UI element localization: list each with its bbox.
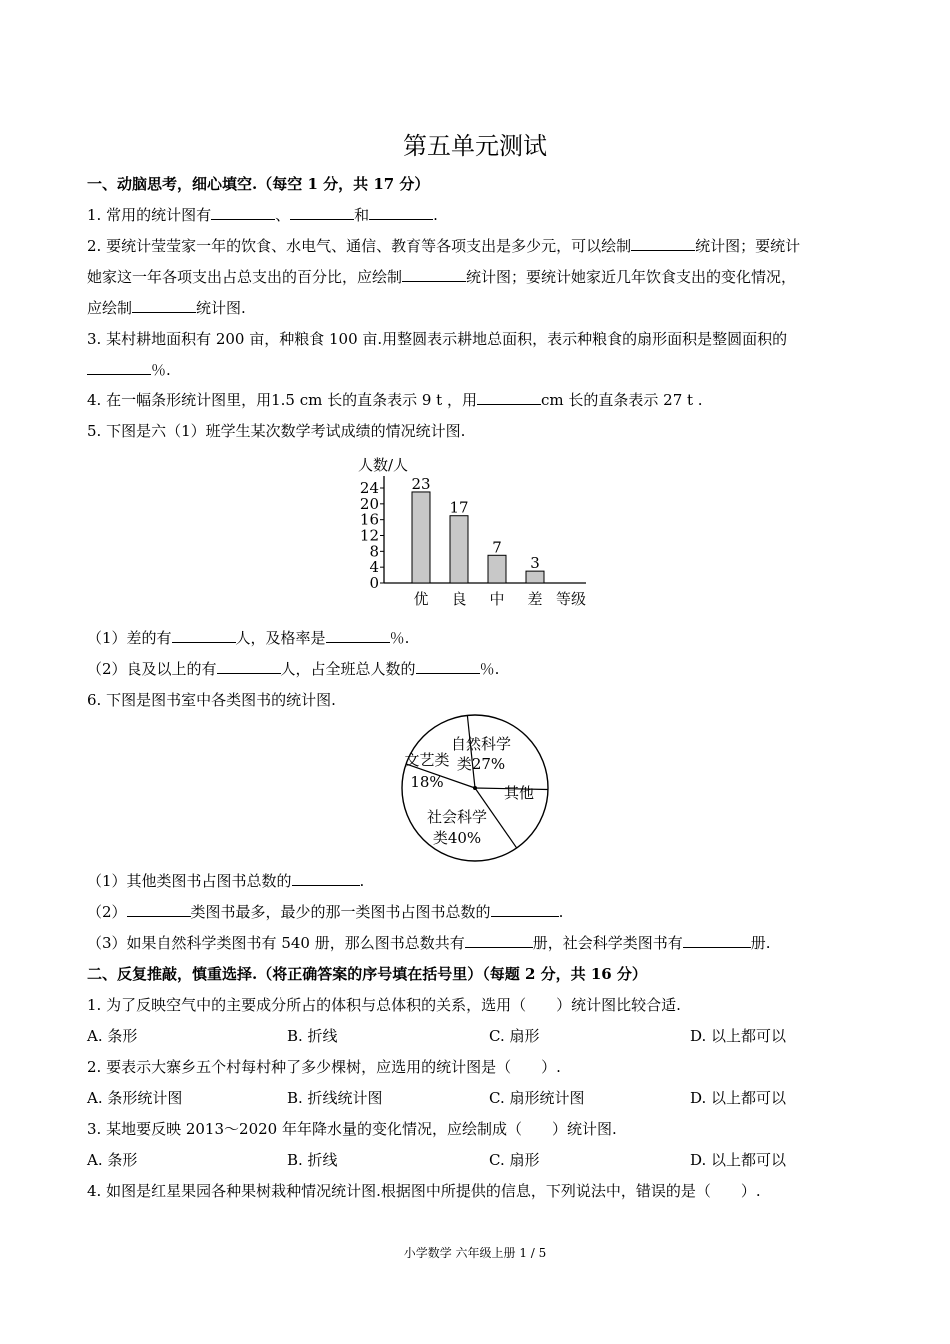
option-d[interactable]: D. 以上都可以 — [690, 1089, 787, 1107]
category-label: 差 — [527, 590, 543, 608]
category-label: 中 — [489, 590, 505, 608]
slice-label: 文艺类 — [404, 751, 450, 769]
bar — [488, 555, 506, 583]
blank[interactable] — [402, 267, 466, 282]
option-a[interactable]: A. 条形统计图 — [87, 1089, 183, 1107]
question-3-line2: ％. — [87, 359, 171, 380]
blank[interactable] — [491, 902, 559, 917]
option-b[interactable]: B. 折线 — [287, 1027, 338, 1045]
blank[interactable] — [127, 902, 191, 917]
pie-chart — [395, 708, 555, 868]
bar — [450, 516, 468, 583]
blank[interactable] — [290, 205, 354, 220]
data-label: 17 — [449, 498, 469, 517]
option-b[interactable]: B. 折线 — [287, 1151, 338, 1169]
question-6-1: （1）其他类图书占图书总数的 . — [87, 872, 365, 890]
y-tick-label: 20 — [359, 494, 379, 513]
question-5-2: （2）良及以上的有 人，占全班总人数的 ％. — [87, 660, 500, 678]
blank[interactable] — [292, 871, 360, 886]
question-6-3: （3）如果自然科学类图书有 540 册，那么图书总数共有 册，社会科学类图书有 册. — [87, 934, 771, 952]
mc-question-4: 4. 如图是红星果园各种果树栽种情况统计图.根据图中所提供的信息，下列说法中，错误的是（ ）. — [87, 1182, 761, 1200]
y-tick-label: 4 — [369, 558, 379, 577]
y-tick-label: 8 — [369, 542, 379, 561]
question-2-line3: 应绘制 统计图. — [87, 299, 246, 317]
blank[interactable] — [132, 298, 196, 313]
blank[interactable] — [416, 659, 480, 674]
y-tick-label: 16 — [359, 510, 379, 529]
blank[interactable] — [172, 628, 236, 643]
data-label: 3 — [530, 554, 540, 573]
blank[interactable] — [631, 236, 695, 251]
option-c[interactable]: C. 扇形 — [489, 1027, 540, 1045]
question-2-line1: 2. 要统计莹莹家一年的饮食、水电气、通信、教育等各项支出是多少元，可以绘制 统计图；要统计 — [87, 237, 801, 255]
section1-heading: 一、动脑思考，细心填空.（每空 1 分，共 17 分） — [87, 175, 430, 193]
page-footer: 小学数学 六年级上册 1 / 5 — [403, 1246, 547, 1260]
blank[interactable] — [465, 933, 533, 948]
option-c[interactable]: C. 扇形统计图 — [489, 1089, 585, 1107]
option-b[interactable]: B. 折线统计图 — [287, 1089, 383, 1107]
question-4: 4. 在一幅条形统计图里，用1.5 cm 长的直条表示 9 t ，用 cm 长的直条表示 27 t . — [87, 391, 703, 409]
slice-label: 自然科学 — [450, 735, 512, 753]
page-title: 第五单元测试 — [403, 132, 547, 160]
y-axis-label: 人数/人 — [358, 456, 409, 474]
option-a[interactable]: A. 条形 — [87, 1151, 138, 1169]
blank[interactable] — [369, 205, 433, 220]
question-1: 1. 常用的统计图有 、 和 . — [87, 206, 438, 224]
bar-chart — [350, 452, 600, 612]
slice-label: 其他 — [503, 784, 535, 802]
question-3-line1: 3. 某村耕地面积有 200 亩，种粮食 100 亩.用整圆表示耕地总面积，表示种粮食的扇形面积是整圆面积的 — [87, 330, 788, 348]
pie-center — [473, 786, 477, 790]
category-label: 优 — [413, 590, 429, 608]
slice-label: 社会科学 — [426, 808, 488, 826]
slice-value-label: 类27% — [456, 755, 506, 773]
blank[interactable] — [211, 205, 275, 220]
option-a[interactable]: A. 条形 — [87, 1027, 138, 1045]
bar — [526, 571, 544, 583]
mc-question-2: 2. 要表示大寨乡五个村每村种了多少棵树，应选用的统计图是（ ）. — [87, 1058, 561, 1076]
mc-question-1: 1. 为了反映空气中的主要成分所占的体积与总体积的关系，选用（ ）统计图比较合适. — [87, 996, 681, 1014]
blank[interactable] — [217, 659, 281, 674]
mc-question-3: 3. 某地要反映 2013～2020 年年降水量的变化情况，应绘制成（ ）统计图. — [87, 1120, 617, 1138]
question-5-1: （1）差的有 人，及格率是 ％. — [87, 629, 410, 647]
blank[interactable] — [683, 933, 751, 948]
slice-value-label: 类40% — [432, 829, 482, 847]
section2-heading: 二、反复推敲，慎重选择.（将正确答案的序号填在括号里）（每题 2 分，共 16 分） — [87, 965, 647, 983]
x-axis-label: 等级 — [556, 590, 587, 608]
question-6: 6. 下图是图书室中各类图书的统计图. — [87, 691, 336, 709]
option-d[interactable]: D. 以上都可以 — [690, 1151, 787, 1169]
option-d[interactable]: D. 以上都可以 — [690, 1027, 787, 1045]
y-tick-label: 24 — [359, 479, 379, 497]
bar — [412, 492, 430, 583]
question-5: 5. 下图是六（1）班学生某次数学考试成绩的情况统计图. — [87, 422, 466, 440]
category-label: 良 — [451, 590, 467, 608]
option-c[interactable]: C. 扇形 — [489, 1151, 540, 1169]
slice-value-label: 18% — [410, 773, 444, 791]
data-label: 23 — [411, 474, 431, 493]
y-tick-label: 0 — [369, 574, 379, 592]
blank[interactable] — [87, 360, 151, 375]
blank[interactable] — [477, 390, 541, 405]
question-6-2: （2） 类图书最多，最少的那一类图书占图书总数的 . — [87, 903, 564, 921]
question-2-line2: 她家这一年各项支出占总支出的百分比，应绘制 统计图；要统计她家近几年饮食支出的变化情况， — [87, 268, 797, 286]
data-label: 7 — [492, 538, 502, 557]
blank[interactable] — [326, 628, 390, 643]
y-tick-label: 12 — [359, 526, 379, 545]
